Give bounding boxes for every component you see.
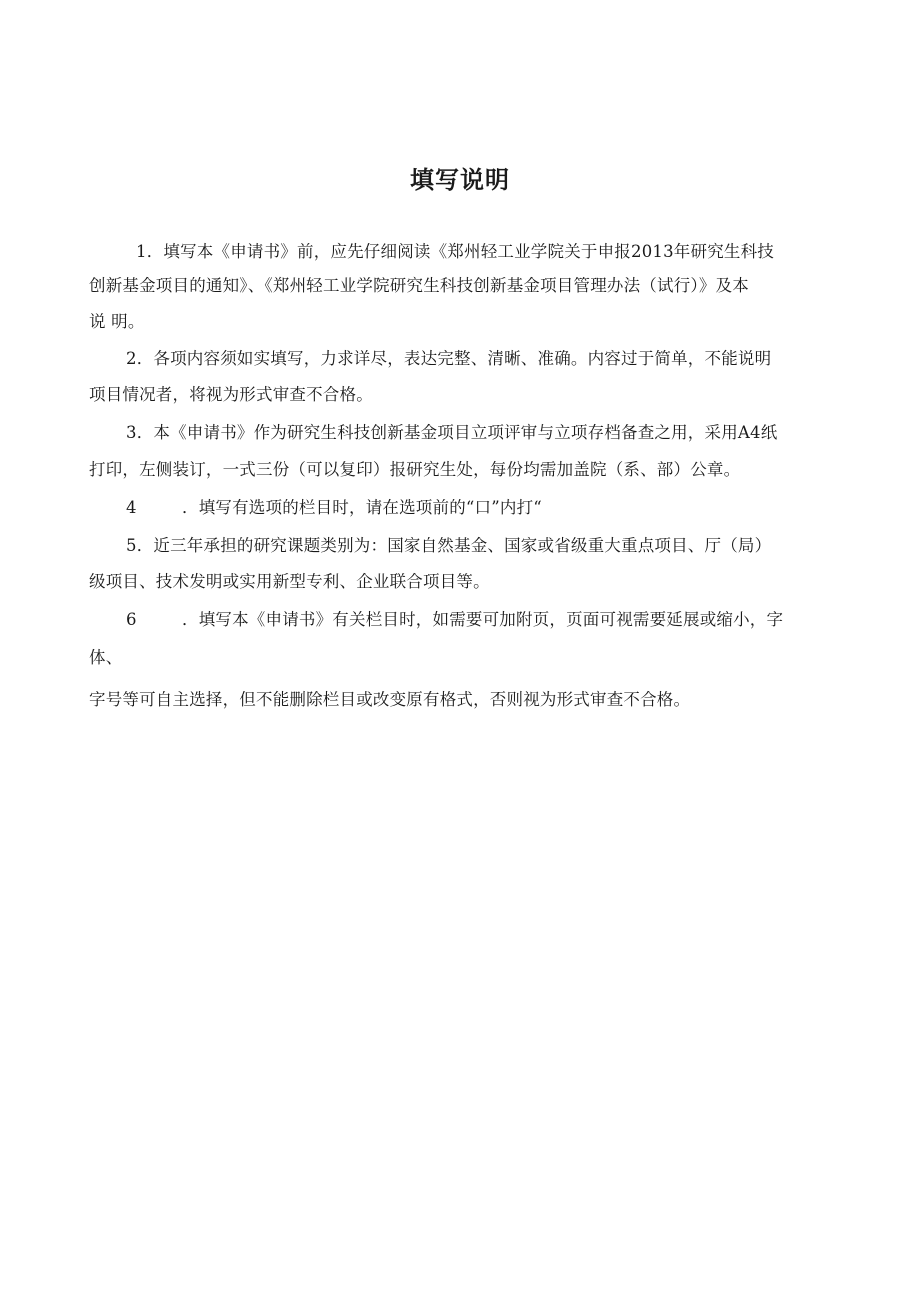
- item-4-number: 4: [126, 498, 137, 517]
- item-2-line-1: [126, 347, 771, 371]
- item-5-number: 5: [126, 536, 137, 555]
- item-1-number: 1: [136, 242, 147, 261]
- page-title: 填写说明: [410, 166, 510, 194]
- item-6-text-1: ．填写本《申请书》有关栏目时，如需要可加附页，页面可视需要延展或缩小，字: [182, 610, 784, 629]
- item-1-line-3: 说 明。: [89, 312, 145, 331]
- item-3-line-1: [126, 421, 777, 445]
- item-3-number: 3: [126, 423, 137, 442]
- item-5-text-1: ．近三年承担的研究课题类别为：国家自然基金、国家或省级重大重点项目、厅（局）: [136, 536, 772, 555]
- item-2-text-1: ．各项内容须如实填写，力求详尽，表达完整、清晰、准确。内容过于简单，不能说明: [136, 349, 772, 368]
- item-5-line-2: 级项目、技术发明或实用新型专利、企业联合项目等。: [89, 572, 490, 591]
- item-2-line-2: 项目情况者，将视为形式审查不合格。: [89, 385, 373, 404]
- item-5-line-1: [126, 534, 771, 558]
- item-6-line-2: 体、: [89, 648, 123, 667]
- item-6-number: 6: [126, 610, 137, 629]
- item-6-line-1: [126, 608, 783, 632]
- item-6-line-3: 字号等可自主选择，但不能删除栏目或改变原有格式，否则视为形式审查不合格。: [89, 690, 691, 709]
- item-4-text-1: ．填写有选项的栏目时，请在选项前的“口”内打“: [182, 498, 542, 517]
- item-3-text-1: ．本《申请书》作为研究生科技创新基金项目立项评审与立项存档备查之用，采用A4纸: [136, 423, 778, 442]
- item-4-line-1: [126, 496, 542, 520]
- item-1-line-2: 创新基金项目的通知》、《郑州轻工业学院研究生科技创新基金项目管理办法（试行）》及本: [89, 276, 749, 295]
- item-1-text-1: ．填写本《申请书》前，应先仔细阅读《郑州轻工业学院关于申报2013年研究生科技: [146, 242, 774, 261]
- item-2-number: 2: [126, 349, 137, 368]
- item-1-line-1: [136, 240, 774, 264]
- item-3-line-2: 打印，左侧装订，一式三份（可以复印）报研究生处，每份均需加盖院（系、部）公章。: [89, 460, 741, 479]
